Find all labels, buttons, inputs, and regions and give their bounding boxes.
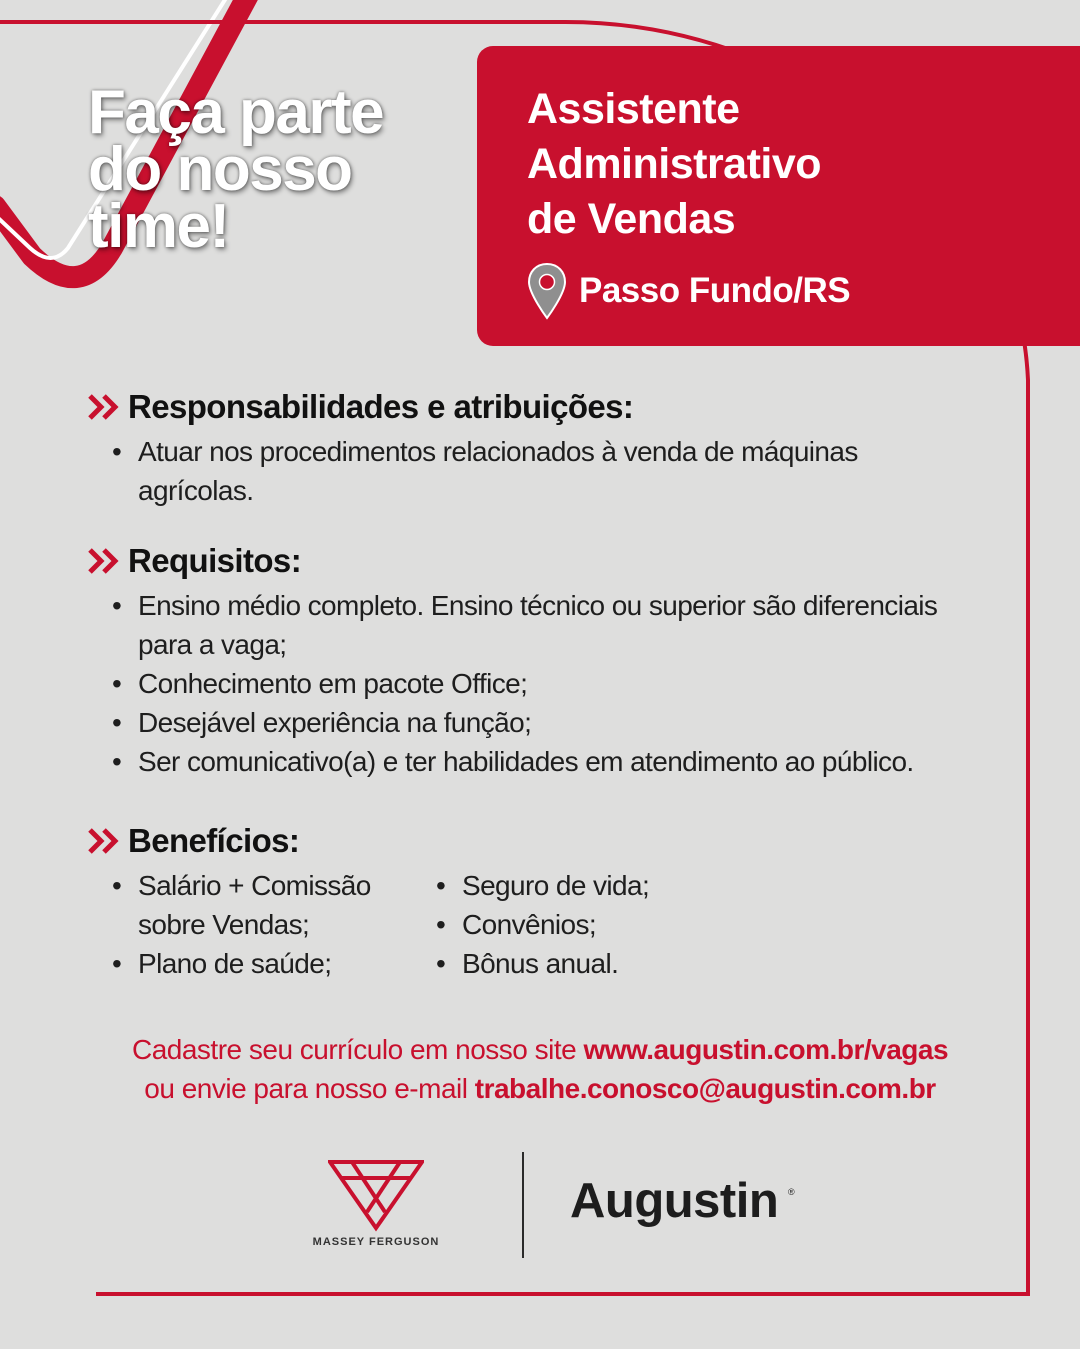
job-title-line: de Vendas <box>527 195 736 243</box>
job-title <box>527 82 821 247</box>
double-chevron-icon <box>88 393 122 421</box>
list-item: • Bônus anual. <box>412 944 649 983</box>
cta-text: ou envie para nosso e-mail <box>144 1073 475 1104</box>
requirements-list <box>88 586 978 781</box>
location-text: Passo Fundo/RS <box>579 271 851 310</box>
double-chevron-icon <box>88 827 122 855</box>
list-item: • Salário + Comissão sobre Vendas; <box>88 866 408 944</box>
headline-line: do nosso <box>88 135 352 204</box>
cta-line-email <box>0 1069 1080 1108</box>
list-item: • Plano de saúde; <box>88 944 408 983</box>
call-to-action <box>0 1030 1080 1108</box>
list-item: • Convênios; <box>412 905 649 944</box>
section-heading-text: Requisitos: <box>128 542 302 579</box>
massey-ferguson-logo <box>286 1158 466 1254</box>
benefits-list-right <box>412 866 649 983</box>
responsibilities-list <box>88 432 918 510</box>
list-item: • Desejável experiência na função; <box>88 703 978 742</box>
benefits-columns <box>88 860 988 983</box>
list-item: • Atuar nos procedimentos relacionados à venda de máquinas agrícolas. <box>88 432 918 510</box>
massey-ferguson-triple-triangle-icon <box>328 1158 424 1232</box>
job-location <box>527 262 850 320</box>
list-item: • Ser comunicativo(a) e ter habilidades em atendimento ao público. <box>88 742 978 781</box>
map-pin-icon <box>527 262 567 320</box>
double-chevron-icon <box>88 547 122 575</box>
email-link[interactable]: trabalhe.conosco@augustin.com.br <box>474 1073 936 1104</box>
section-heading <box>88 388 988 426</box>
headline <box>88 78 468 261</box>
responsibilities-section <box>88 388 988 510</box>
list-item: • Seguro de vida; <box>412 866 649 905</box>
headline-line: time! <box>88 192 229 261</box>
list-item: • Ensino médio completo. Ensino técnico ou superior são diferenciais para a vaga; <box>88 586 978 664</box>
job-title-line: Assistente <box>527 85 740 133</box>
benefits-list-left <box>88 866 408 983</box>
list-item: • Conhecimento em pacote Office; <box>88 664 978 703</box>
logo-divider <box>522 1152 524 1258</box>
cta-line-site <box>0 1030 1080 1069</box>
cta-text: Cadastre seu currículo em nosso site <box>131 1034 584 1065</box>
benefits-section <box>88 822 988 983</box>
headline-line: Faça parte <box>88 78 384 147</box>
job-card <box>477 46 1080 346</box>
section-heading-text: Responsabilidades e atribuições: <box>128 388 634 425</box>
website-link[interactable]: www.augustin.com.br/vagas <box>583 1034 949 1065</box>
requirements-section <box>88 542 988 781</box>
section-heading-text: Benefícios: <box>128 822 300 859</box>
augustin-logo: Augustin <box>570 1174 779 1228</box>
registered-mark: ® <box>788 1187 795 1197</box>
section-heading <box>88 822 988 860</box>
job-title-line: Administrativo <box>527 140 822 188</box>
massey-ferguson-wordmark: MASSEY FERGUSON <box>312 1236 440 1248</box>
section-heading <box>88 542 988 580</box>
